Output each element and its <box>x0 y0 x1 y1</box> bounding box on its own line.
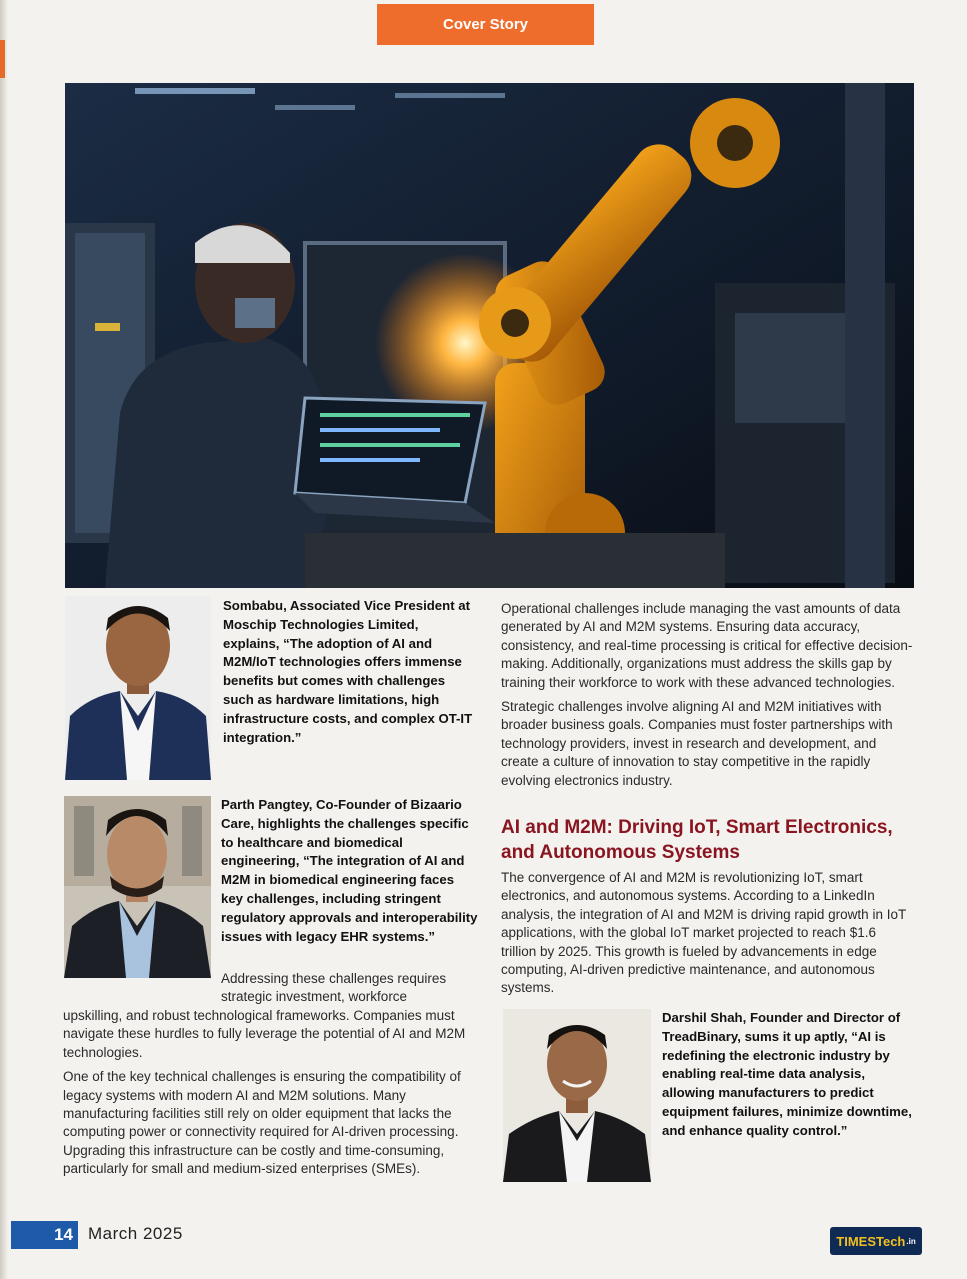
section-heading: AI and M2M: Driving IoT, Smart Electronics, and Autonomous Systems <box>501 817 893 863</box>
section-label: Cover Story <box>377 4 594 45</box>
darshil-portrait <box>503 1009 651 1182</box>
sombabu-portrait <box>65 596 211 780</box>
parth-quote: Parth Pangtey, Co-Founder of Bizaario Care, highlights the challenges specific to healthcare and biomedical engineering, “The integration of AI and M2M in biomedical engineering faces key challenges, including stringent regulatory approvals and interoperability issues with legacy EHR systems.” <box>221 797 478 944</box>
sombabu-quote: Sombabu, Associated Vice President at Moschip Technologies Limited, explains, “The adoption of AI and M2M/IoT technologies offers immense benefits but comes with challenges such as hardware limitations, high infrastructure costs, and complex OT-IT integration.” <box>223 598 473 745</box>
left-para-2: One of the key technical challenges is ensuring the compatibility of legacy systems with modern AI and M2M solutions. Many manufacturing facilities still rely on older equipment that lacks the computing power or connectivity required for AI-driven processing. Upgrading this infrastructure can be costly and time-consuming, particularly for small and medium-sized enterprises (SMEs). <box>63 1069 461 1177</box>
right-para-2: Strategic challenges involve aligning AI and M2M initiatives with broader business goals. Companies must foster partnerships with technology providers, invest in research and development, and create a culture of innovation to stay competitive in the rapidly evolving electronics industry. <box>501 699 893 788</box>
edge-color-mark <box>0 40 5 78</box>
page-number: 14 <box>11 1221 78 1249</box>
brand-logo-suffix: .in <box>906 1236 916 1246</box>
hero-illustration <box>65 83 914 588</box>
page-binding-shadow <box>0 0 8 1279</box>
issue-date: March 2025 <box>88 1224 183 1243</box>
darshil-quote: Darshil Shah, Founder and Director of TreadBinary, sums it up aptly, “AI is redefining the electronic industry by enabling real-time data analysis, allowing manufacturers to predict equipment failures, minimize downtime, and enhance quality control.” <box>662 1010 912 1138</box>
right-para-3: The convergence of AI and M2M is revolutionizing IoT, smart electronics, and autonomous systems. According to a LinkedIn analysis, the integration of AI and M2M is driving rapid growth in IoT applications, with the global IoT market projected to reach $1.6 trillion by 2025. This growth is fueled by advancements in edge computing, AI-driven predictive maintenance, and autonomous systems. <box>501 870 906 996</box>
left-para-1-end: upskilling, and robust technological frameworks. Companies must navigate these hurdles to fully leverage the potential of AI and M2M technologies. <box>63 1008 466 1060</box>
brand-logo <box>830 1227 922 1255</box>
right-para-1: Operational challenges include managing the vast amounts of data generated by AI and M2M systems. Ensuring data accuracy, consistency, and real-time processing is critical for effective decision-making. Additionally, organizations must address the skills gap by training their workforce to work with these advanced technologies. <box>501 601 913 690</box>
right-column-body <box>501 600 913 796</box>
left-column-body <box>63 1007 477 1185</box>
left-para-1-start: Addressing these challenges requires strategic investment, workforce <box>221 971 447 1005</box>
brand-logo-main: TIMESTech <box>836 1233 906 1249</box>
parth-portrait <box>64 796 211 978</box>
hero-image <box>65 83 914 588</box>
